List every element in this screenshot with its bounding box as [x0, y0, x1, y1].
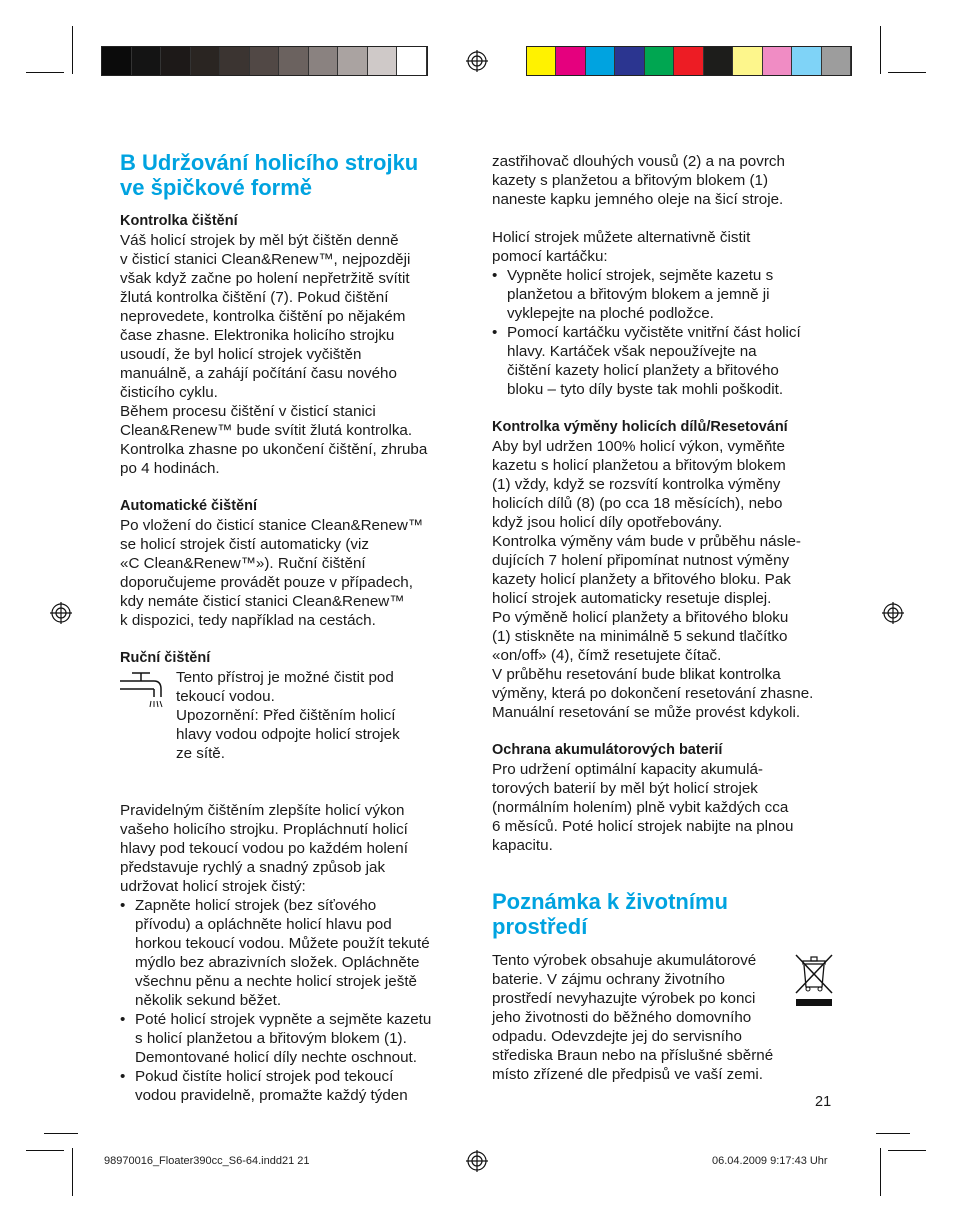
- bullet-list-rinse-steps: [120, 896, 470, 1105]
- color-swatch: [338, 47, 368, 75]
- crop-mark: [26, 1150, 64, 1151]
- list-item: • Zapněte holicí strojek (bez síťového přívodu) a opláchněte holicí hlavu pod horkou tekoucí vodou. Můžete použít tekuté mýdlo bez abrazivních složek. Opláchněte všechnu pěnu a nechte holicí strojek ještě několik sekund běžet.: [120, 896, 470, 1010]
- grayscale-color-bar: [101, 46, 428, 76]
- list-item: • Pomocí kartáčku vyčistěte vnitřní část holicí hlavy. Kartáček však nepoužívejte na čištění kazety holicí planžety a břitového bloku – tyto díly byste tak mohli poškodit.: [492, 323, 842, 399]
- bullet-list-brush-steps: [492, 266, 842, 399]
- color-swatch: [674, 47, 703, 75]
- crop-mark: [72, 26, 73, 74]
- color-swatch: [220, 47, 250, 75]
- color-swatch: [368, 47, 398, 75]
- crossed-bin-icon: [792, 951, 836, 1009]
- color-swatch: [132, 47, 162, 75]
- crop-mark: [888, 1150, 926, 1151]
- section-heading: B Udržování holicího strojku ve špičkové formě: [120, 150, 419, 200]
- subheading-automatic-cleaning: Automatické čištění: [120, 498, 257, 514]
- right-column: [492, 152, 842, 1084]
- paragraph-environment: Tento výrobek obsahuje akumulátorové baterie. V zájmu ochrany životního prostředí nevyhazujte výrobek po konci jeho životnosti do běžného domovního odpadu. Odevzdejte jej do servisního střediska Braun nebo na příslušné sběrné místo zřízené dle předpisů ve vaší zemi.: [492, 952, 774, 1083]
- page-number: 21: [815, 1094, 832, 1110]
- color-swatch: [733, 47, 762, 75]
- color-swatch: [792, 47, 821, 75]
- color-swatch: [191, 47, 221, 75]
- list-item: • Poté holicí strojek vypněte a sejměte kazetu s holicí planžetou a břitovým blokem (1). Demontované holicí díly nechte oschnout.: [120, 1010, 470, 1067]
- registration-mark-icon: [466, 50, 488, 72]
- color-swatch: [161, 47, 191, 75]
- color-swatch: [250, 47, 280, 75]
- registration-mark-icon: [50, 602, 72, 624]
- paragraph-brush-cleaning: Holicí strojek můžete alternativně čistit pomocí kartáčku:: [492, 229, 751, 265]
- color-swatch: [586, 47, 615, 75]
- left-column: [120, 150, 470, 1105]
- color-swatch: [102, 47, 132, 75]
- color-swatch: [763, 47, 792, 75]
- crop-mark: [888, 72, 926, 73]
- paragraph-replacement-indicator: Aby byl udržen 100% holicí výkon, vyměňte kazetu s holicí planžetou a břitovým blokem (1) vždy, když se rozsvítí kontrolka výměny holicích dílů (8) (po cca 18 měsících), nebo když jsou holicí díly opotřebovány. Kontrolka výměny vám bude v průběhu násle- dujících 7 holení připomínat nutnost výměny kazety holicí planžety a břitového bloku. Pak holicí strojek automaticky resetuje displej. Po výměně holicí planžety a břitového bloku (1) stiskněte na minimálně 5 sekund tlačítko «on/off» (4), čímž resetujete čítač. V průběhu resetování bude blikat kontrolka výměny, která po dokončení resetování zhasne. Manuální resetování se může provést kdykoli.: [492, 438, 814, 721]
- subheading-manual-cleaning: Ruční čištění: [120, 650, 211, 666]
- color-swatch: [527, 47, 556, 75]
- section-heading-environment: Poznámka k životnímu prostředí: [492, 889, 728, 939]
- color-swatch: [309, 47, 339, 75]
- paragraph-automatic-cleaning: Po vložení do čisticí stanice Clean&Renew™ se holicí strojek čistí automaticky (viz «C Clean&Renew™»). Ruční čištění doporučujeme provádět pouze v případech, kdy nemáte čisticí stanici Clean&Renew™ k dispozici, tedy například na cestách.: [120, 517, 424, 629]
- color-swatch: [822, 47, 851, 75]
- footer-timestamp: 06.04.2009 9:17:43 Uhr: [712, 1155, 828, 1167]
- paragraph-regular-cleaning: Pravidelným čištěním zlepšíte holicí výkon vašeho holicího strojku. Propláchnutí holicí hlavy pod tekoucí vodou po každém holení představuje rychlý a snadný způsob jak udržovat holicí strojek čistý:: [120, 802, 408, 895]
- footer-file-info: 98970016_Floater390cc_S6-64.indd21 21: [104, 1155, 310, 1167]
- registration-mark-icon: [466, 1150, 488, 1172]
- crop-mark: [72, 1148, 73, 1196]
- subheading-battery-care: Ochrana akumulátorových baterií: [492, 742, 723, 758]
- crop-mark: [876, 1133, 910, 1134]
- color-swatch: [704, 47, 733, 75]
- process-color-bar: [526, 46, 852, 76]
- subheading-cleaning-indicator: Kontrolka čištění: [120, 213, 238, 229]
- list-item: • Pokud čistíte holicí strojek pod tekoucí vodou pravidelně, promažte každý týden: [120, 1067, 470, 1105]
- crop-mark: [44, 1133, 78, 1134]
- color-swatch: [397, 47, 427, 75]
- subheading-replacement-indicator: Kontrolka výměny holicích dílů/Resetování: [492, 419, 788, 435]
- tap-water-icon: [120, 671, 164, 711]
- color-swatch: [279, 47, 309, 75]
- color-swatch: [556, 47, 585, 75]
- paragraph-oil-continuation: zastřihovač dlouhých vousů (2) a na povrch kazety s planžetou a břitovým blokem (1) naneste kapku jemného oleje na šicí stroje.: [492, 153, 785, 208]
- crop-mark: [880, 1148, 881, 1196]
- registration-mark-icon: [882, 602, 904, 624]
- paragraph-battery-care: Pro udržení optimální kapacity akumulá- torových baterií by měl být holicí strojek (normálním holením) plně vybit každých cca 6 měsíců. Poté holicí strojek nabijte na plnou kapacitu.: [492, 761, 794, 854]
- crop-mark: [880, 26, 881, 74]
- paragraph-tap-water-note: Tento přístroj je možné čistit pod tekoucí vodou. Upozornění: Před čištěním holicí hlavy vodou odpojte holicí strojek ze sítě.: [176, 669, 400, 762]
- crop-mark: [26, 72, 64, 73]
- list-item: • Vypněte holicí strojek, sejměte kazetu s planžetou a břitovým blokem a jemně ji vyklepejte na ploché podložce.: [492, 266, 842, 323]
- color-swatch: [615, 47, 644, 75]
- paragraph-cleaning-indicator: Váš holicí strojek by měl být čištěn denně v čisticí stanici Clean&Renew™, nejpozději však když začne po holení nepřetržitě svítit žlutá kontrolka čištění (7). Pokud čištění neprovedete, kontrolka čištění po nějakém čase zhasne. Elektronika holicího strojku usoudí, že byl holicí strojek vyčištěn manuálně, a zahájí počítání času nového čisticího cyklu. Během procesu čištění v čisticí stanici Clean&Renew™ bude svítit žlutá kontrolka. Kontrolka zhasne po ukončení čištění, zhruba po 4 hodinách.: [120, 232, 428, 477]
- color-swatch: [645, 47, 674, 75]
